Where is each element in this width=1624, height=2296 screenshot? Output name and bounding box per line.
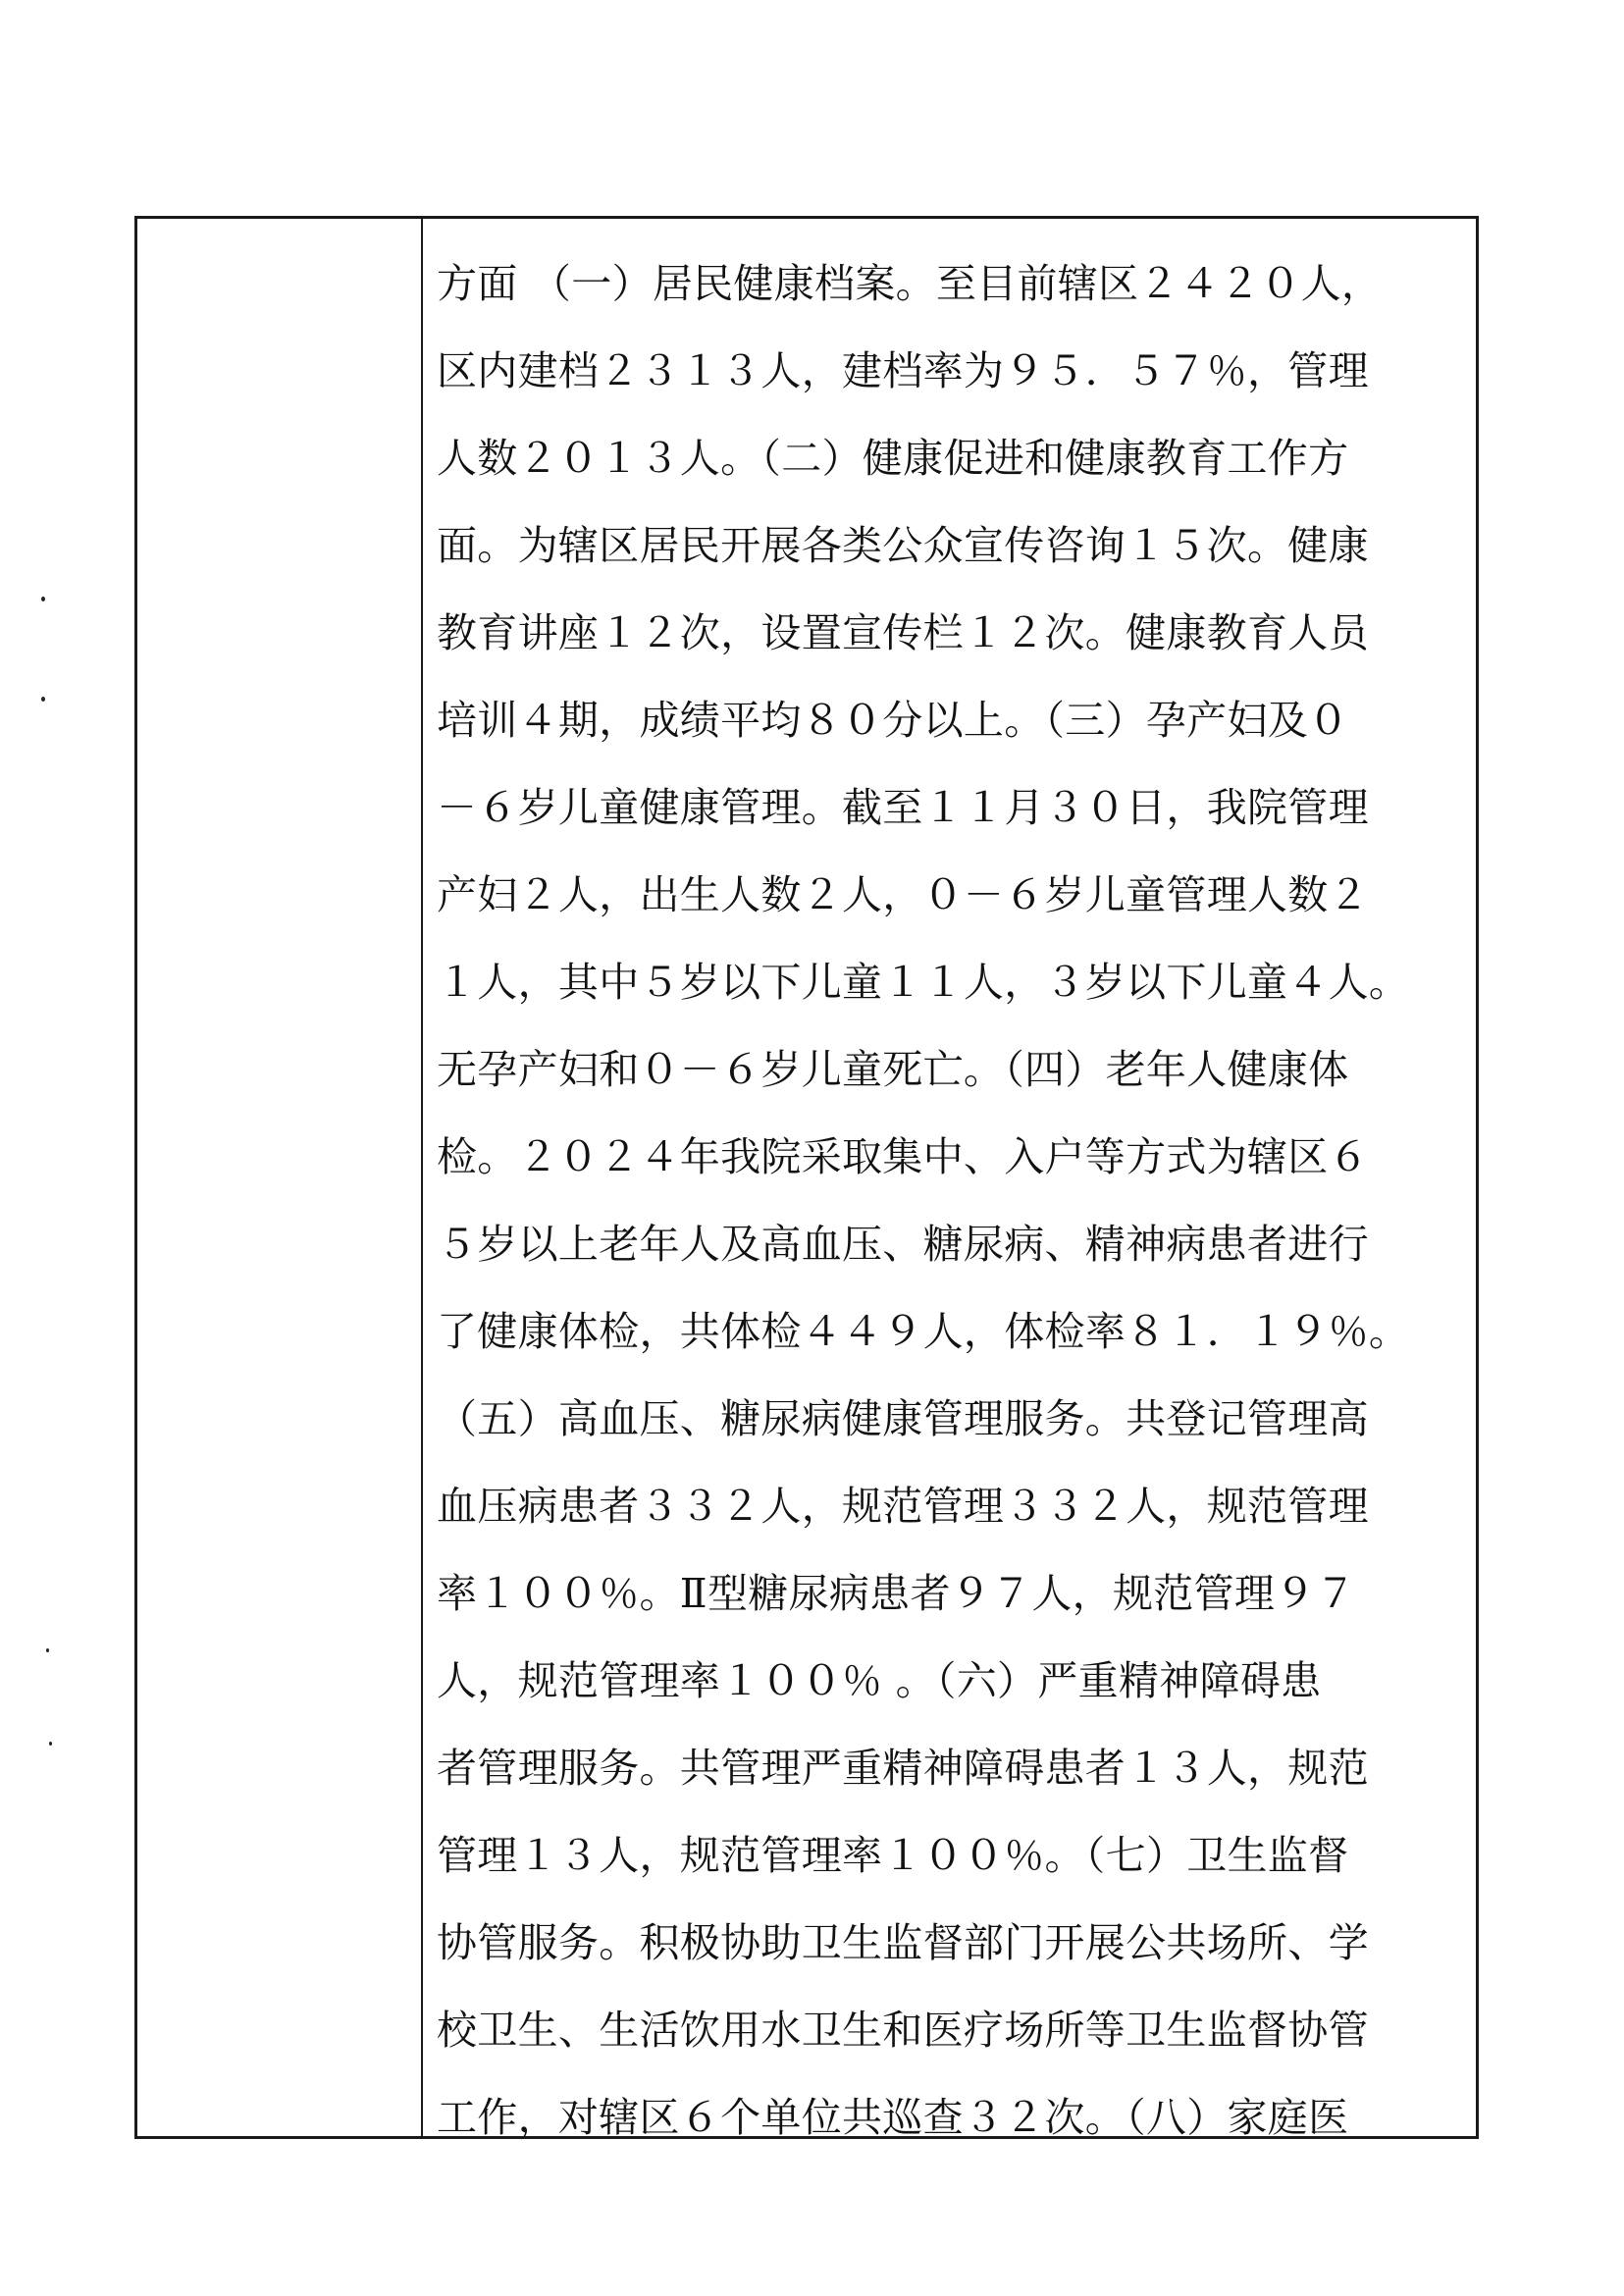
scan-speck [49, 1742, 52, 1746]
content-line: 产妇２人，出生人数２人，０－６岁儿童管理人数２ [437, 871, 1369, 918]
content-line: 管理１３人，规范管理率１００％。（七）卫生监督 [437, 1832, 1349, 1879]
content-line: 区内建档２３１３人，建档率为９５．５７％，管理 [437, 347, 1369, 394]
content-line: 无孕产妇和０－６岁儿童死亡。（四）老年人健康体 [437, 1046, 1349, 1093]
content-line: 检。２０２４年我院采取集中、入户等方式为辖区６ [437, 1133, 1369, 1180]
content-line: 教育讲座１２次，设置宣传栏１２次。健康教育人员 [437, 609, 1369, 656]
content-line: 方面 （一）居民健康档案。至目前辖区２４２０人， [437, 260, 1383, 307]
content-line: （五）高血压、糖尿病健康管理服务。共登记管理高 [437, 1395, 1369, 1442]
scan-speck [41, 597, 45, 601]
scan-speck [46, 1648, 49, 1652]
content-line: ５岁以上老年人及高血压、糖尿病、精神病患者进行 [437, 1221, 1369, 1268]
table-label-column [137, 219, 423, 2136]
content-line: 率１００％。Ⅱ型糖尿病患者９７人，规范管理９７ [437, 1570, 1356, 1617]
content-line: 面。为辖区居民开展各类公众宣传咨询１５次。健康 [437, 522, 1369, 569]
scan-speck [41, 697, 45, 702]
content-line: 校卫生、生活饮用水卫生和医疗场所等卫生监督协管 [437, 2007, 1369, 2054]
form-table [134, 216, 1479, 2139]
content-line: 了健康体检，共体检４４９人，体检率８１．１９％。 [437, 1308, 1410, 1355]
content-line: 人，规范管理率１００％ 。（六）严重精神障碍患 [437, 1657, 1322, 1704]
content-line: 人数２０１３人。（二）健康促进和健康教育工作方 [437, 435, 1349, 482]
content-line: 培训４期，成绩平均８０分以上。（三）孕产妇及０ [437, 697, 1349, 744]
content-line: 工作，对辖区６个单位共巡查３２次。（八）家庭医 [437, 2094, 1349, 2141]
content-line: －６岁儿童健康管理。截至１１月３０日，我院管理 [437, 784, 1369, 831]
table-content-cell [423, 219, 1476, 2141]
content-line: １人，其中５岁以下儿童１１人，３岁以下儿童４人。 [437, 959, 1410, 1006]
content-line: 血压病患者３３２人，规范管理３３２人，规范管理 [437, 1483, 1369, 1530]
content-line: 协管服务。积极协助卫生监督部门开展公共场所、学 [437, 1919, 1369, 1966]
content-line: 者管理服务。共管理严重精神障碍患者１３人，规范 [437, 1745, 1369, 1792]
